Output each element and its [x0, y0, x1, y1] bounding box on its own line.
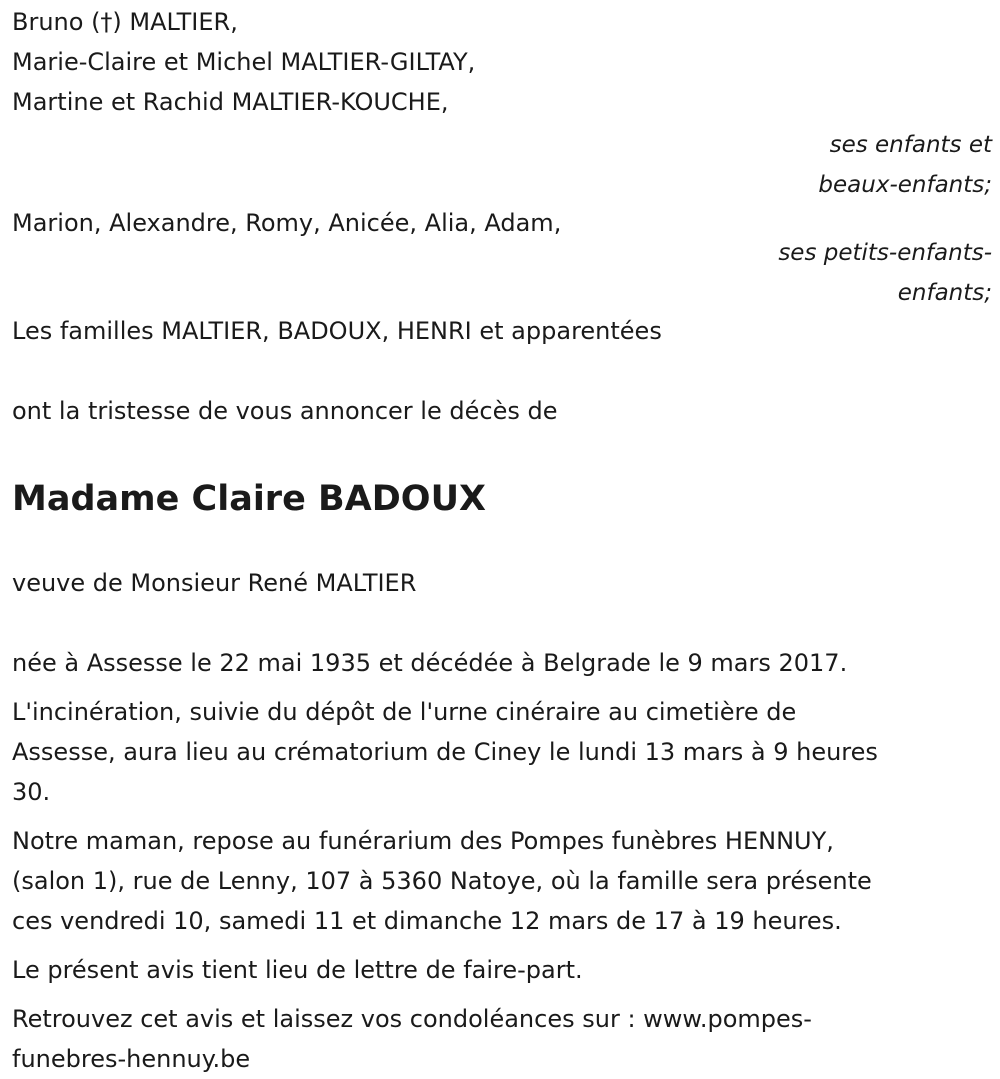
child-entry: Martine et Rachid MALTIER-KOUCHE, [12, 88, 449, 116]
cremation-line: Assesse, aura lieu au crématorium de Ciney le lundi 13 mars à 9 heures [12, 738, 878, 766]
birth-death-dates: née à Assesse le 22 mai 1935 et décédée à Belgrade le 9 mars 2017. [12, 649, 848, 677]
grandchildren-role-line: ses petits-enfants- [778, 240, 992, 266]
children-role-line: beaux-enfants; [818, 172, 992, 198]
website-line: funebres-hennuy.be [12, 1045, 251, 1073]
grandchildren-role [12, 233, 992, 313]
viewing-line: (salon 1), rue de Lenny, 107 à 5360 Natoye, où la famille sera présente [12, 867, 872, 895]
children-role-line: ses enfants et [829, 132, 992, 158]
child-entry: Bruno (†) MALTIER, [12, 8, 238, 36]
children-list [12, 2, 992, 122]
cremation-line: 30. [12, 778, 51, 806]
notice-paragraph [12, 950, 992, 990]
spouse-line: veuve de Monsieur René MALTIER [12, 569, 417, 597]
viewing-line: Notre maman, repose au funérarium des Pompes funèbres HENNUY, [12, 827, 834, 855]
website-line: Retrouvez cet avis et laissez vos condoléances sur : www.pompes- [12, 1005, 812, 1033]
cremation-paragraph [12, 692, 992, 812]
obituary-notice [12, 2, 992, 1079]
grandchildren-role-line: enfants; [897, 280, 992, 306]
cremation-line: L'incinération, suivie du dépôt de l'urne cinéraire au cimetière de [12, 698, 797, 726]
children-role [12, 125, 992, 205]
viewing-paragraph [12, 821, 992, 941]
notice-line: Le présent avis tient lieu de lettre de faire-part. [12, 956, 583, 984]
related-families: Les familles MALTIER, BADOUX, HENRI et apparentées [12, 317, 662, 345]
announcement-intro: ont la tristesse de vous annoncer le décès de [12, 397, 558, 425]
child-entry: Marie-Claire et Michel MALTIER-GILTAY, [12, 48, 476, 76]
grandchildren-list: Marion, Alexandre, Romy, Anicée, Alia, Adam, [12, 209, 562, 237]
website-paragraph [12, 999, 992, 1079]
viewing-line: ces vendredi 10, samedi 11 et dimanche 12 mars de 17 à 19 heures. [12, 907, 842, 935]
deceased-name: Madame Claire BADOUX [12, 479, 486, 519]
